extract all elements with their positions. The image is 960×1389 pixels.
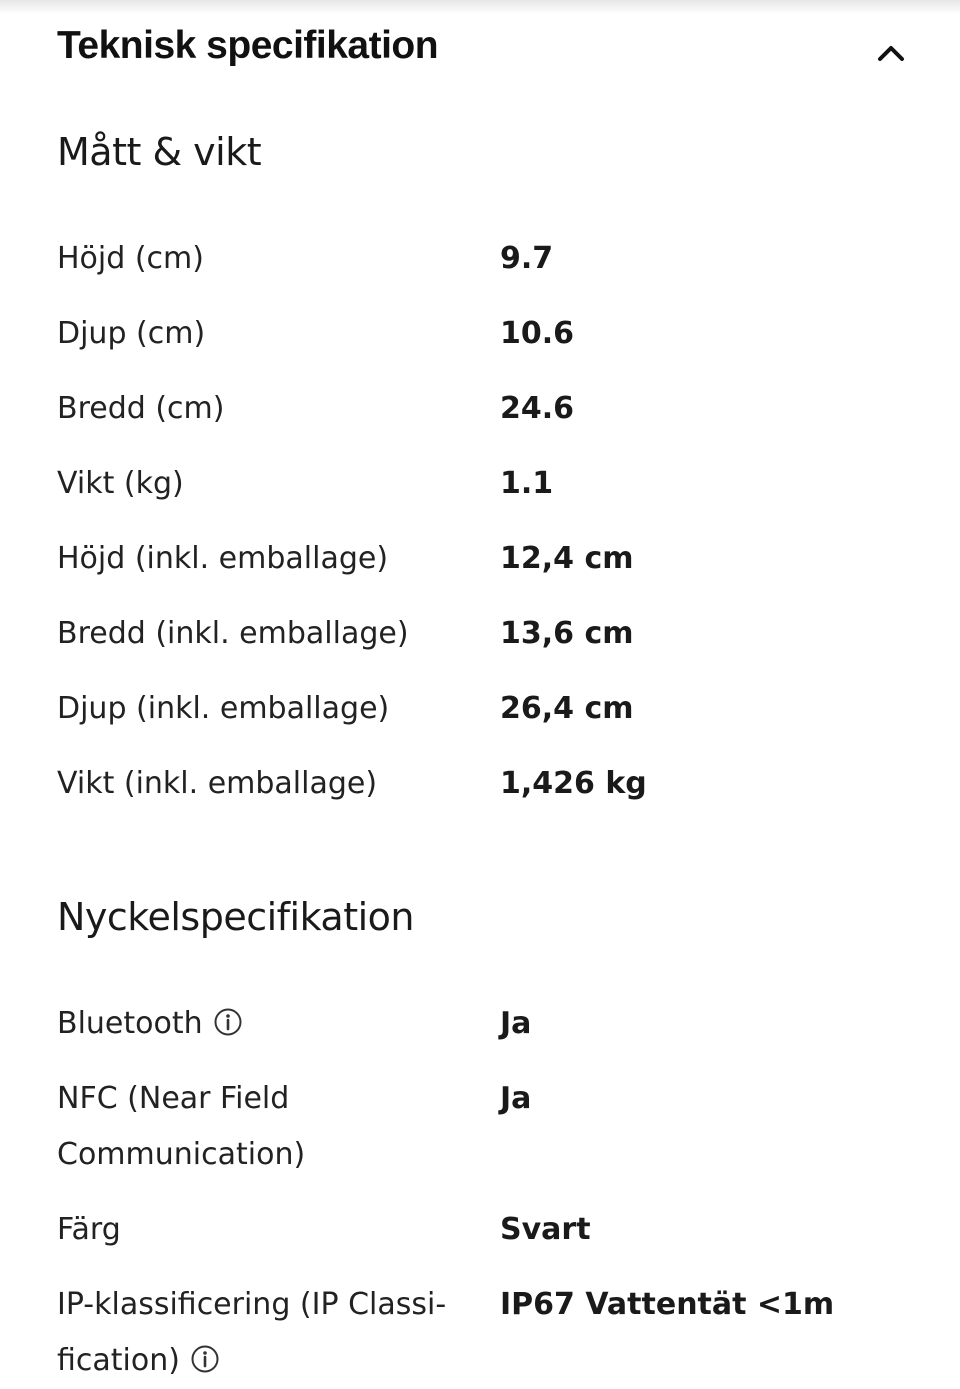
spec-row-width-packaged	[0, 606, 960, 681]
spec-row-weight-packaged	[0, 756, 960, 831]
key-specs-list	[0, 996, 960, 1389]
spec-value: 12,4 cm	[500, 541, 634, 576]
spec-value: 13,6 cm	[500, 616, 634, 651]
spec-row-bluetooth	[0, 996, 960, 1071]
spec-label-line2: Communication)	[57, 1137, 306, 1172]
spec-label	[57, 996, 477, 1052]
spec-value: IP67 Vattentät <1m	[500, 1287, 835, 1322]
spec-label-text: Bluetooth	[57, 1006, 203, 1041]
spec-value: 10.6	[500, 316, 575, 351]
spec-label: Höjd (cm)	[57, 241, 204, 276]
spec-row-depth	[0, 306, 960, 381]
spec-label: Bredd (cm)	[57, 391, 225, 426]
spec-label-line1: NFC (Near Field	[57, 1081, 290, 1116]
spec-label: Höjd (inkl. emballage)	[57, 541, 389, 576]
spec-label-line2: fication)	[57, 1343, 180, 1378]
spec-value: Ja	[500, 1081, 532, 1116]
info-icon[interactable]	[213, 1007, 243, 1037]
spec-row-nfc	[0, 1071, 960, 1202]
group-title-key-specs: Nyckelspecifikation	[57, 895, 414, 939]
spec-row-height-packaged	[0, 531, 960, 606]
spec-label	[57, 1071, 477, 1183]
spec-row-ip-classification	[0, 1277, 960, 1389]
spec-value: 24.6	[500, 391, 575, 426]
spec-label	[57, 1277, 477, 1389]
group-title-dimensions: Mått & vikt	[57, 130, 262, 174]
spec-value: 26,4 cm	[500, 691, 634, 726]
spec-value: 9.7	[500, 241, 554, 276]
spec-row-weight	[0, 456, 960, 531]
spec-label: Vikt (inkl. emballage)	[57, 766, 378, 801]
spec-row-width	[0, 381, 960, 456]
spec-label: Djup (inkl. emballage)	[57, 691, 390, 726]
spec-value: Svart	[500, 1212, 591, 1247]
spec-label: Färg	[57, 1212, 121, 1247]
section-header-toggle[interactable]	[0, 0, 960, 110]
spec-row-depth-packaged	[0, 681, 960, 756]
chevron-up-icon[interactable]	[876, 40, 906, 64]
spec-label-line1: IP-klassificering (IP Classi-	[57, 1287, 447, 1322]
spec-label: Vikt (kg)	[57, 466, 184, 501]
spec-value: Ja	[500, 1006, 532, 1041]
spec-label: Bredd (inkl. emballage)	[57, 616, 409, 651]
spec-value: 1,426 kg	[500, 766, 647, 801]
info-icon[interactable]	[190, 1344, 220, 1374]
section-title: Teknisk specifikation	[57, 24, 439, 67]
spec-label: Djup (cm)	[57, 316, 206, 351]
dimensions-spec-list	[0, 231, 960, 831]
spec-row-color	[0, 1202, 960, 1277]
spec-row-height	[0, 231, 960, 306]
spec-value: 1.1	[500, 466, 554, 501]
